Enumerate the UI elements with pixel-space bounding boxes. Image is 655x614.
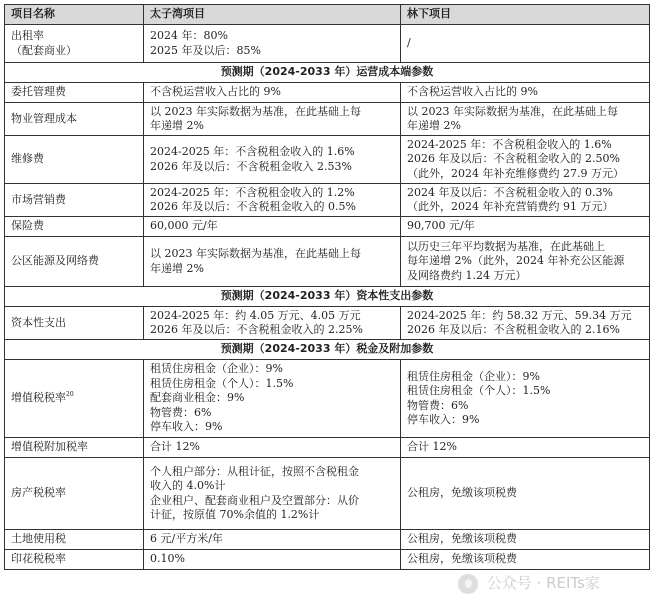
cell-repair-name bbox=[5, 136, 144, 184]
cell-line: 90,700 元/年 bbox=[407, 219, 475, 233]
table-row-land-tax bbox=[5, 530, 650, 550]
cell-property-tax-name bbox=[5, 458, 144, 530]
cell-line: 2024-2025 年：约 4.05 万元、4.05 万元 bbox=[150, 308, 361, 322]
table-header-row bbox=[5, 5, 650, 25]
cell-line: 停车收入：9% bbox=[150, 420, 223, 434]
cell-line: 2026 年及以后：不含税租金收入的 2.25% bbox=[150, 323, 363, 336]
header-linxia: 林下项目 bbox=[401, 5, 650, 25]
table-row-capex bbox=[5, 307, 650, 340]
cell-entrusted-fee-linxia bbox=[401, 83, 650, 103]
cell-line: 合计 12% bbox=[150, 440, 200, 454]
cell-line: 企业租户、配套商业租户及空置部分：从价 bbox=[150, 493, 359, 507]
table-row-public-energy bbox=[5, 237, 650, 287]
cell-line: 及网络费约 1.24 万元） bbox=[407, 268, 527, 282]
cell-line: 公区能源及网络费 bbox=[11, 254, 99, 268]
cell-property-cost-taiziwan bbox=[144, 103, 401, 136]
cell-line: 年递增 2% bbox=[150, 261, 204, 275]
section-title-capex: 预测期（2024-2033 年）资本性支出参数 bbox=[5, 287, 650, 307]
cell-line: 以 2023 年实际数据为基准，在此基础上每 bbox=[150, 247, 361, 260]
table-row-property-tax bbox=[5, 458, 650, 530]
table-row-occupancy bbox=[5, 25, 650, 63]
cell-line: 60,000 元/年 bbox=[150, 219, 218, 233]
cell-capex-name bbox=[5, 307, 144, 340]
cell-line: 土地使用税 bbox=[11, 532, 66, 546]
cell-line: （此外，2024 年补充维修费约 27.9 万元） bbox=[407, 166, 624, 180]
cell-line: 合计 12% bbox=[407, 440, 457, 454]
cell-line: 个人租户部分：从租计征，按照不含税租金 bbox=[150, 464, 359, 478]
cell-line: 收入的 4.0%计 bbox=[150, 479, 226, 492]
table-row-property-cost bbox=[5, 103, 650, 136]
cell-line: 2024 年：80% bbox=[150, 29, 228, 42]
parameter-table bbox=[4, 4, 650, 570]
cell-line: 2026 年及以后：不含税租金收入 2.53% bbox=[150, 159, 352, 173]
cell-marketing-linxia bbox=[401, 184, 650, 217]
cell-line: 以历史三年平均数据为基准，在此基础上 bbox=[407, 239, 605, 253]
cell-line: 物管费：6% bbox=[150, 405, 212, 419]
section-row-tax bbox=[5, 340, 650, 360]
cell-line: 年递增 2% bbox=[150, 119, 204, 132]
cell-line: 2024-2025 年：约 58.32 万元、59.34 万元 bbox=[407, 308, 632, 322]
cell-occupancy-name bbox=[5, 25, 144, 63]
cell-line: 房产税税率 bbox=[11, 486, 66, 500]
cell-land-tax-linxia bbox=[401, 530, 650, 550]
cell-line: 2024-2025 年：不含税租金收入的 1.6% bbox=[150, 145, 355, 158]
cell-property-cost-name bbox=[5, 103, 144, 136]
cell-line: 租赁住房租金（企业）：9% bbox=[150, 362, 283, 376]
cell-line: 公租房，免缴该项税费 bbox=[407, 486, 517, 500]
cell-line: 物管费：6% bbox=[407, 398, 469, 412]
cell-line: 公租房，免缴该项税费 bbox=[407, 552, 517, 566]
cell-line: 2024-2025 年：不含税租金收入的 1.6% bbox=[407, 137, 612, 151]
cell-vat-name bbox=[5, 360, 144, 438]
watermark-text: 公众号 · REITs家 bbox=[486, 574, 600, 592]
cell-line: 不含税运营收入占比的 9% bbox=[407, 85, 538, 99]
cell-line: （此外，2024 年补充营销费约 91 万元） bbox=[407, 200, 614, 213]
cell-line: 公租房，免缴该项税费 bbox=[407, 532, 517, 546]
cell-entrusted-fee-name bbox=[5, 83, 144, 103]
cell-capex-linxia bbox=[401, 307, 650, 340]
table-row-stamp-tax bbox=[5, 550, 650, 570]
section-title-tax: 预测期（2024-2033 年）税金及附加参数 bbox=[5, 340, 650, 360]
cell-line: 增值税税率 bbox=[11, 391, 66, 405]
cell-vat-surcharge-name bbox=[5, 438, 144, 458]
cell-stamp-tax-linxia bbox=[401, 550, 650, 570]
cell-marketing-name bbox=[5, 184, 144, 217]
footnote-marker: 20 bbox=[66, 391, 74, 399]
section-row-opex bbox=[5, 63, 650, 83]
cell-line: 出租率 bbox=[11, 29, 44, 42]
cell-vat-linxia bbox=[401, 360, 650, 438]
cell-line: 计征，按原值 70%余值的 1.2%计 bbox=[150, 508, 320, 521]
cell-line: 每年递增 2%（此外，2024 年补充公区能源 bbox=[407, 254, 625, 268]
parameter-table-container bbox=[4, 4, 650, 570]
cell-line: 6 元/平方米/年 bbox=[150, 532, 223, 546]
table-row-marketing bbox=[5, 184, 650, 217]
cell-public-energy-linxia bbox=[401, 237, 650, 287]
cell-property-tax-taiziwan bbox=[144, 458, 401, 530]
cell-land-tax-name bbox=[5, 530, 144, 550]
cell-land-tax-taiziwan bbox=[144, 530, 401, 550]
cell-public-energy-taiziwan bbox=[144, 237, 401, 287]
cell-line: 年递增 2% bbox=[407, 119, 461, 132]
cell-line: 2025 年及以后：85% bbox=[150, 43, 261, 57]
cell-line: 2024-2025 年：不含税租金收入的 1.2% bbox=[150, 185, 355, 199]
section-title-opex: 预测期（2024-2033 年）运营成本端参数 bbox=[5, 63, 650, 83]
cell-capex-taiziwan bbox=[144, 307, 401, 340]
cell-insurance-name bbox=[5, 217, 144, 237]
cell-marketing-taiziwan bbox=[144, 184, 401, 217]
cell-line: 保险费 bbox=[11, 219, 44, 233]
cell-insurance-linxia bbox=[401, 217, 650, 237]
cell-line: 2026 年及以后：不含税租金收入的 2.16% bbox=[407, 323, 620, 336]
cell-line: / bbox=[407, 36, 411, 50]
cell-public-energy-name bbox=[5, 237, 144, 287]
cell-stamp-tax-name bbox=[5, 550, 144, 570]
cell-line: 2026 年及以后：不含税租金收入的 2.50% bbox=[407, 152, 620, 166]
table-row-repair bbox=[5, 136, 650, 184]
cell-line: 租赁住房租金（企业）：9% bbox=[407, 369, 540, 383]
table-row-vat bbox=[5, 360, 650, 438]
cell-repair-taiziwan bbox=[144, 136, 401, 184]
cell-insurance-taiziwan bbox=[144, 217, 401, 237]
cell-line: 配套商业租金：9% bbox=[150, 391, 245, 405]
cell-line: 资本性支出 bbox=[11, 315, 66, 329]
cell-occupancy-linxia bbox=[401, 25, 650, 63]
cell-vat-surcharge-taiziwan bbox=[144, 438, 401, 458]
cell-property-cost-linxia bbox=[401, 103, 650, 136]
cell-line: 增值税附加税率 bbox=[11, 440, 88, 454]
cell-entrusted-fee-taiziwan bbox=[144, 83, 401, 103]
cell-line: 以 2023 年实际数据为基准，在此基础上每 bbox=[407, 104, 618, 118]
cell-line: 维修费 bbox=[11, 152, 44, 166]
wechat-icon bbox=[458, 574, 478, 594]
table-row-entrusted-fee bbox=[5, 83, 650, 103]
cell-line: （配套商业） bbox=[11, 43, 77, 57]
cell-line: 2024 年及以后：不含税租金收入的 0.3% bbox=[407, 185, 613, 199]
cell-vat-taiziwan bbox=[144, 360, 401, 438]
watermark bbox=[458, 572, 600, 594]
cell-line: 不含税运营收入占比的 9% bbox=[150, 85, 281, 99]
cell-line: 0.10% bbox=[150, 552, 185, 566]
cell-line: 租赁住房租金（个人）：1.5% bbox=[150, 376, 294, 390]
table-row-vat-surcharge bbox=[5, 438, 650, 458]
cell-vat-surcharge-linxia bbox=[401, 438, 650, 458]
cell-line: 印花税税率 bbox=[11, 552, 66, 566]
cell-property-tax-linxia bbox=[401, 458, 650, 530]
header-item-name: 项目名称 bbox=[5, 5, 144, 25]
table-row-insurance bbox=[5, 217, 650, 237]
section-row-capex bbox=[5, 287, 650, 307]
cell-occupancy-taiziwan bbox=[144, 25, 401, 63]
cell-line: 租赁住房租金（个人）：1.5% bbox=[407, 384, 551, 397]
cell-line: 市场营销费 bbox=[11, 192, 66, 206]
header-taiziwan: 太子湾项目 bbox=[144, 5, 401, 25]
cell-repair-linxia bbox=[401, 136, 650, 184]
cell-line: 委托管理费 bbox=[11, 85, 66, 99]
cell-stamp-tax-taiziwan bbox=[144, 550, 401, 570]
cell-line: 以 2023 年实际数据为基准，在此基础上每 bbox=[150, 104, 361, 118]
cell-line: 2026 年及以后：不含税租金收入的 0.5% bbox=[150, 200, 356, 213]
cell-line: 物业管理成本 bbox=[11, 111, 77, 125]
cell-line: 停车收入：9% bbox=[407, 413, 480, 426]
